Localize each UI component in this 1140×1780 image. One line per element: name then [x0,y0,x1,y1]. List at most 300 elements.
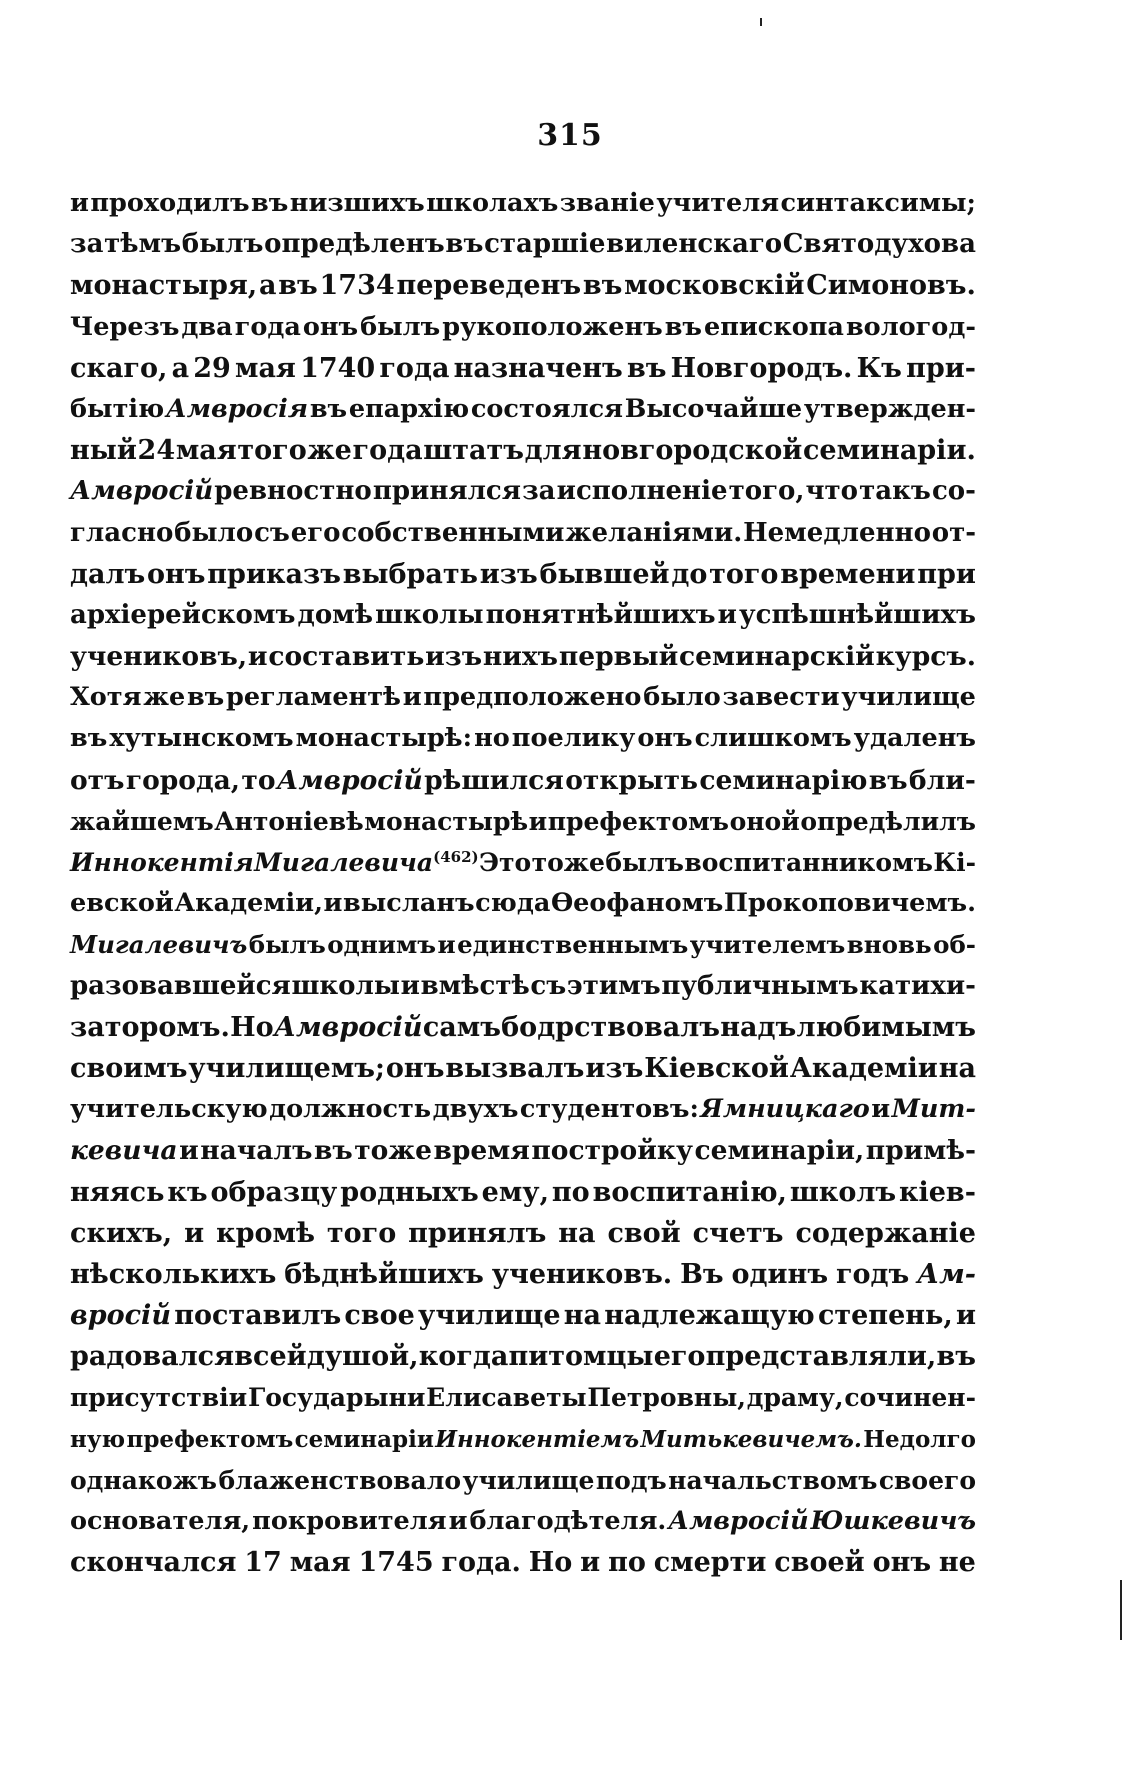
word: когда [418,1341,509,1373]
word: вызвалъ [445,1052,585,1084]
text-line [70,389,976,430]
word: изъ [585,1052,644,1084]
word: состоялся [470,393,623,424]
word: содержаніе [795,1217,976,1249]
word: было [643,682,721,713]
word: за [522,476,556,507]
word: поелику [511,723,636,754]
word: къ [167,1176,208,1208]
text-line [70,471,976,512]
word: онъ [147,558,206,590]
word: такъ [859,476,931,507]
word: же [143,682,186,713]
word: училище [841,682,976,713]
text-line [70,1542,976,1583]
word: и [448,1506,468,1536]
word: началъ [200,1135,313,1167]
word: онъ [385,1052,445,1084]
word: проходилъ [90,188,250,218]
word: скончался [70,1547,237,1579]
word: своего [878,1465,976,1495]
text-line [70,307,976,348]
text-line [70,1007,976,1048]
word: утвержден- [803,393,976,424]
word: приказъ [207,558,341,590]
word: въ [868,764,908,796]
word: Немедленно [743,517,931,548]
word: и [70,188,89,218]
text-line [70,554,976,595]
word: домѣ [297,599,374,630]
word: Ямницкаго [700,1094,870,1125]
text-line [70,1377,976,1418]
word: евской [70,888,174,919]
word: по [551,1176,590,1208]
word: и [184,1217,205,1249]
word: однакожъ [70,1465,217,1495]
word: въ [278,270,318,302]
word: рукоположенъ [442,311,663,342]
word: епархію [348,393,470,424]
word: своимъ [70,1052,188,1084]
word: принялъ [408,1217,547,1249]
word: онъ [872,1547,932,1579]
word: курсъ. [875,641,976,673]
word: рѣшился [424,764,564,796]
word: Амвросій [273,1011,423,1043]
word: его [290,517,341,548]
word: того, [728,476,805,507]
word: Кі- [933,848,976,877]
text-line [70,966,976,1007]
word: Симоновъ. [806,270,976,302]
word: старшіе [484,229,606,260]
word: два [181,311,233,342]
word: и [179,1135,199,1167]
body-text [70,183,976,1583]
word: годъ [835,1258,910,1290]
word: хутынскомъ [109,723,294,754]
word: на [563,1300,602,1332]
word: московскій [624,270,805,302]
word: разовавшейся [70,970,291,1001]
word: архіерейскомъ [70,599,296,630]
word: Иннокентіемъ [435,1425,640,1453]
word: смерти [653,1547,767,1579]
text-line [70,1254,976,1295]
word: при [917,558,976,590]
word: бодрствовалъ [501,1011,721,1043]
word: и [323,888,343,919]
text-line [70,924,976,965]
word: школъ [789,1176,897,1208]
word: и [580,1547,601,1579]
word: года [234,311,301,342]
text-line [70,595,976,636]
word: Хотя [70,682,142,713]
word: составить [268,641,425,673]
word: благодѣтеля. [469,1506,667,1536]
word: одинъ [731,1258,829,1290]
word: высланъ [343,888,475,919]
word: Высочайше [624,393,803,424]
word: Прокоповичемъ. [723,888,976,919]
word: что [805,476,859,507]
word: Но [230,1011,274,1043]
word: Ам- [917,1258,976,1290]
word: и [955,1300,976,1332]
word: нѣсколькихъ [70,1258,277,1290]
word: училище [462,1465,595,1495]
word: исполненіе [556,476,728,507]
word: ему, [481,1176,549,1208]
word: въ [936,1341,976,1373]
word: счетъ [692,1217,784,1249]
word: монастыря, [70,270,258,302]
word: самъ [422,1011,501,1043]
word: въ [70,723,108,754]
word: семинарію [699,764,868,796]
word: открыть [565,764,698,796]
word: сюда [475,888,551,919]
word: было [174,517,254,548]
word: Недолго [863,1425,976,1453]
word: учениковъ, [70,641,248,673]
word: примѣ- [865,1135,976,1167]
word: публичнымъ [661,970,859,1001]
text-line [70,224,976,265]
word: принялся [372,476,521,507]
word: ревностно [214,476,372,507]
word: былъ [248,930,326,960]
word: ную [70,1425,126,1453]
word: виленскаго [606,229,783,260]
word: года [379,352,450,384]
word: званіе [559,188,655,218]
word: двухъ [432,1094,519,1125]
word: училище [418,1300,561,1332]
text-line [70,636,976,677]
word: Къ [856,352,902,384]
word: и [247,641,268,673]
word: мая [175,435,237,467]
word: учениковъ. [491,1258,673,1290]
word: переведенъ [396,270,582,302]
word: онъ [302,311,359,342]
word: и [400,970,420,1001]
word: года. [441,1547,521,1579]
text-line [70,677,976,718]
word: скихъ, [70,1217,173,1249]
word: семинаріи. [802,435,976,467]
word: то [241,764,276,796]
word: собственными [341,517,565,548]
word: ный [70,435,137,467]
text-line [70,265,976,306]
word: а [171,352,190,384]
word: былъ [360,311,441,342]
word: должность [269,1094,432,1125]
text-line [70,348,976,389]
word: драму, [746,1383,844,1413]
word: школы [291,970,400,1001]
word: 17 [244,1547,282,1579]
text-line [70,1130,976,1171]
word: далъ [70,558,146,590]
word: времени [780,558,916,590]
word: бѣднѣйшихъ [284,1258,484,1290]
word: вмѣстѣ [420,970,530,1001]
word: мая [234,352,296,384]
word: бытію [70,393,165,424]
text-line [70,1460,976,1501]
word: своей [774,1547,865,1579]
word: того [709,558,779,590]
word: Амвросія [165,393,309,424]
word: и [717,599,737,630]
word: Это [479,848,532,877]
word: нихъ [482,641,559,673]
word: Въ [680,1258,724,1290]
text-line [70,513,976,554]
word: Амвросій [276,764,423,796]
word: вросій [70,1300,171,1332]
word: родныхъ [340,1176,479,1208]
word: города, [125,764,241,796]
word: тоже [531,848,605,877]
word: въ [582,270,623,302]
word: монастырѣ: [295,723,473,754]
word: скаго, [70,352,168,384]
word: семинаріи [294,1425,434,1453]
word: представляли, [705,1341,937,1373]
word: слишкомъ [694,723,852,754]
word: выбрать [342,558,478,590]
word: изъ [479,558,538,590]
text-line [70,883,976,924]
word: для [524,435,582,467]
word: 1740 [300,352,376,384]
word: Митькевичемъ. [640,1425,862,1453]
word: былъ [605,848,684,877]
word: постройку [531,1135,693,1167]
word: гласно [70,517,174,548]
word: и [402,682,422,713]
word: въ [626,352,667,384]
text-line [70,1048,976,1089]
word: начальствомъ [668,1465,878,1495]
text-line [70,842,976,883]
word: опредѣлилъ [800,806,976,836]
word: школахъ [426,188,559,218]
word: семинарскій [679,641,875,673]
word: въ [251,188,289,218]
word: кромѣ [216,1217,315,1249]
word: Юшкевичъ [810,1506,976,1536]
word: того [326,1217,397,1249]
word: няясь [70,1176,165,1208]
word: студентовъ: [519,1094,699,1125]
word: 1734 [319,270,395,302]
word: душой, [306,1341,419,1373]
word: на [558,1217,596,1249]
word: этимъ [566,970,661,1001]
word: по [608,1547,646,1579]
word: Мит- [891,1094,976,1125]
word: въ [186,682,225,713]
word: Ѳеофаномъ [550,888,724,919]
word: же [307,435,352,467]
word: подъ [595,1465,667,1495]
word: Академіи, [174,888,323,919]
word: Новгородъ. [670,352,853,384]
word: кіев- [899,1176,976,1208]
word: отъ [70,764,125,796]
word: и [437,930,456,960]
word: поставилъ [174,1300,342,1332]
text-line [70,718,976,759]
word: Кіевской [644,1052,789,1084]
margin-mark [760,18,762,26]
word: со- [931,476,976,507]
word: воспитанію, [592,1176,787,1208]
word: воспитанникомъ [684,848,933,877]
word: жайшемъ [70,806,214,836]
word: Мигалевичъ [70,930,248,960]
word: и [528,806,548,836]
word: Черезъ [70,311,180,342]
word: бли- [908,764,976,796]
word: питомцы [508,1341,654,1373]
word: былъ [181,229,264,260]
word: сочинен- [844,1383,976,1413]
word: образцу [210,1176,338,1208]
word: до [671,558,708,590]
word: за [70,229,104,260]
word: синтаксимы; [780,188,976,218]
text-line [70,1089,976,1130]
word: свой [607,1217,681,1249]
word: завести [722,682,840,713]
word: свое [344,1300,415,1332]
word: катихи- [859,970,976,1001]
word: въ [664,311,702,342]
word: степень, [817,1300,953,1332]
word: кевича [70,1135,178,1167]
word: а [258,270,277,302]
text-line [70,1336,976,1377]
word: Государыни [247,1383,426,1413]
word: года [352,435,423,467]
word: единственнымъ [457,930,689,960]
word: однимъ [327,930,437,960]
word: понятнѣйшихъ [485,599,716,630]
word: регламентѣ [226,682,401,713]
word: на [938,1052,976,1084]
word: назначенъ [453,352,623,384]
word: изъ [425,641,483,673]
word: Петровны, [587,1383,746,1413]
word: любимымъ [796,1011,976,1043]
word: присутствіи [70,1383,248,1413]
word: опредѣленъ [264,229,445,260]
word: съ [254,517,290,548]
word: Святодухова [782,229,976,260]
word: об- [933,930,976,960]
word: семинаріи, [694,1135,865,1167]
word: от- [931,517,976,548]
word: Амвросій [70,476,214,507]
word: епископа [704,311,844,342]
word: всей [234,1341,307,1373]
word: Елисаветы [426,1383,587,1413]
word: низшихъ [289,188,425,218]
word: 29 [193,352,231,384]
word: радовался [70,1341,235,1373]
text-line [70,1501,976,1542]
word: Мигалевича [254,848,434,877]
text-line [70,1295,976,1336]
word: новгородской [582,435,803,467]
word: тѣмъ [104,229,182,260]
word: онъ [637,723,693,754]
word: Амвросій [668,1506,809,1536]
word: и [871,1094,891,1125]
word: Иннокентія [70,848,254,877]
word: желаніями. [565,517,743,548]
word: училищемъ; [188,1052,385,1084]
word: Но [528,1547,573,1579]
word: монастырѣ [364,806,529,836]
word: мая [289,1547,351,1579]
word: въ [313,1135,353,1167]
word: успѣшнѣйшихъ [738,599,976,630]
word: заторомъ. [70,1011,230,1043]
word: учителемъ [689,930,846,960]
text-line [70,183,976,224]
word: вновь [846,930,932,960]
word: время [433,1135,530,1167]
word: тоже [354,1135,432,1167]
word: въ [445,229,484,260]
word: учителя [656,188,780,218]
text-line [70,801,976,842]
word: его [653,1341,706,1373]
word: но [474,723,510,754]
word: штатъ [423,435,524,467]
word: въ [309,393,348,424]
word: предположено [423,682,642,713]
word: основателя, [70,1506,251,1536]
word: вологод- [845,311,976,342]
word: 24 [137,435,176,467]
page-number: 315 [537,118,603,153]
text-line [70,760,976,801]
text-line [70,1419,976,1460]
text-line [70,1172,976,1213]
word: Антоніевѣ [214,806,364,836]
word: не [938,1547,976,1579]
word: бывшей [539,558,670,590]
word: того [237,435,307,467]
word: блаженствовало [218,1465,462,1495]
word: учительскую [70,1094,268,1125]
word: оной [729,806,800,836]
word: 1745 [358,1547,434,1579]
word: покровителя [252,1506,447,1536]
word: надъ [720,1011,797,1043]
word: съ [530,970,567,1001]
